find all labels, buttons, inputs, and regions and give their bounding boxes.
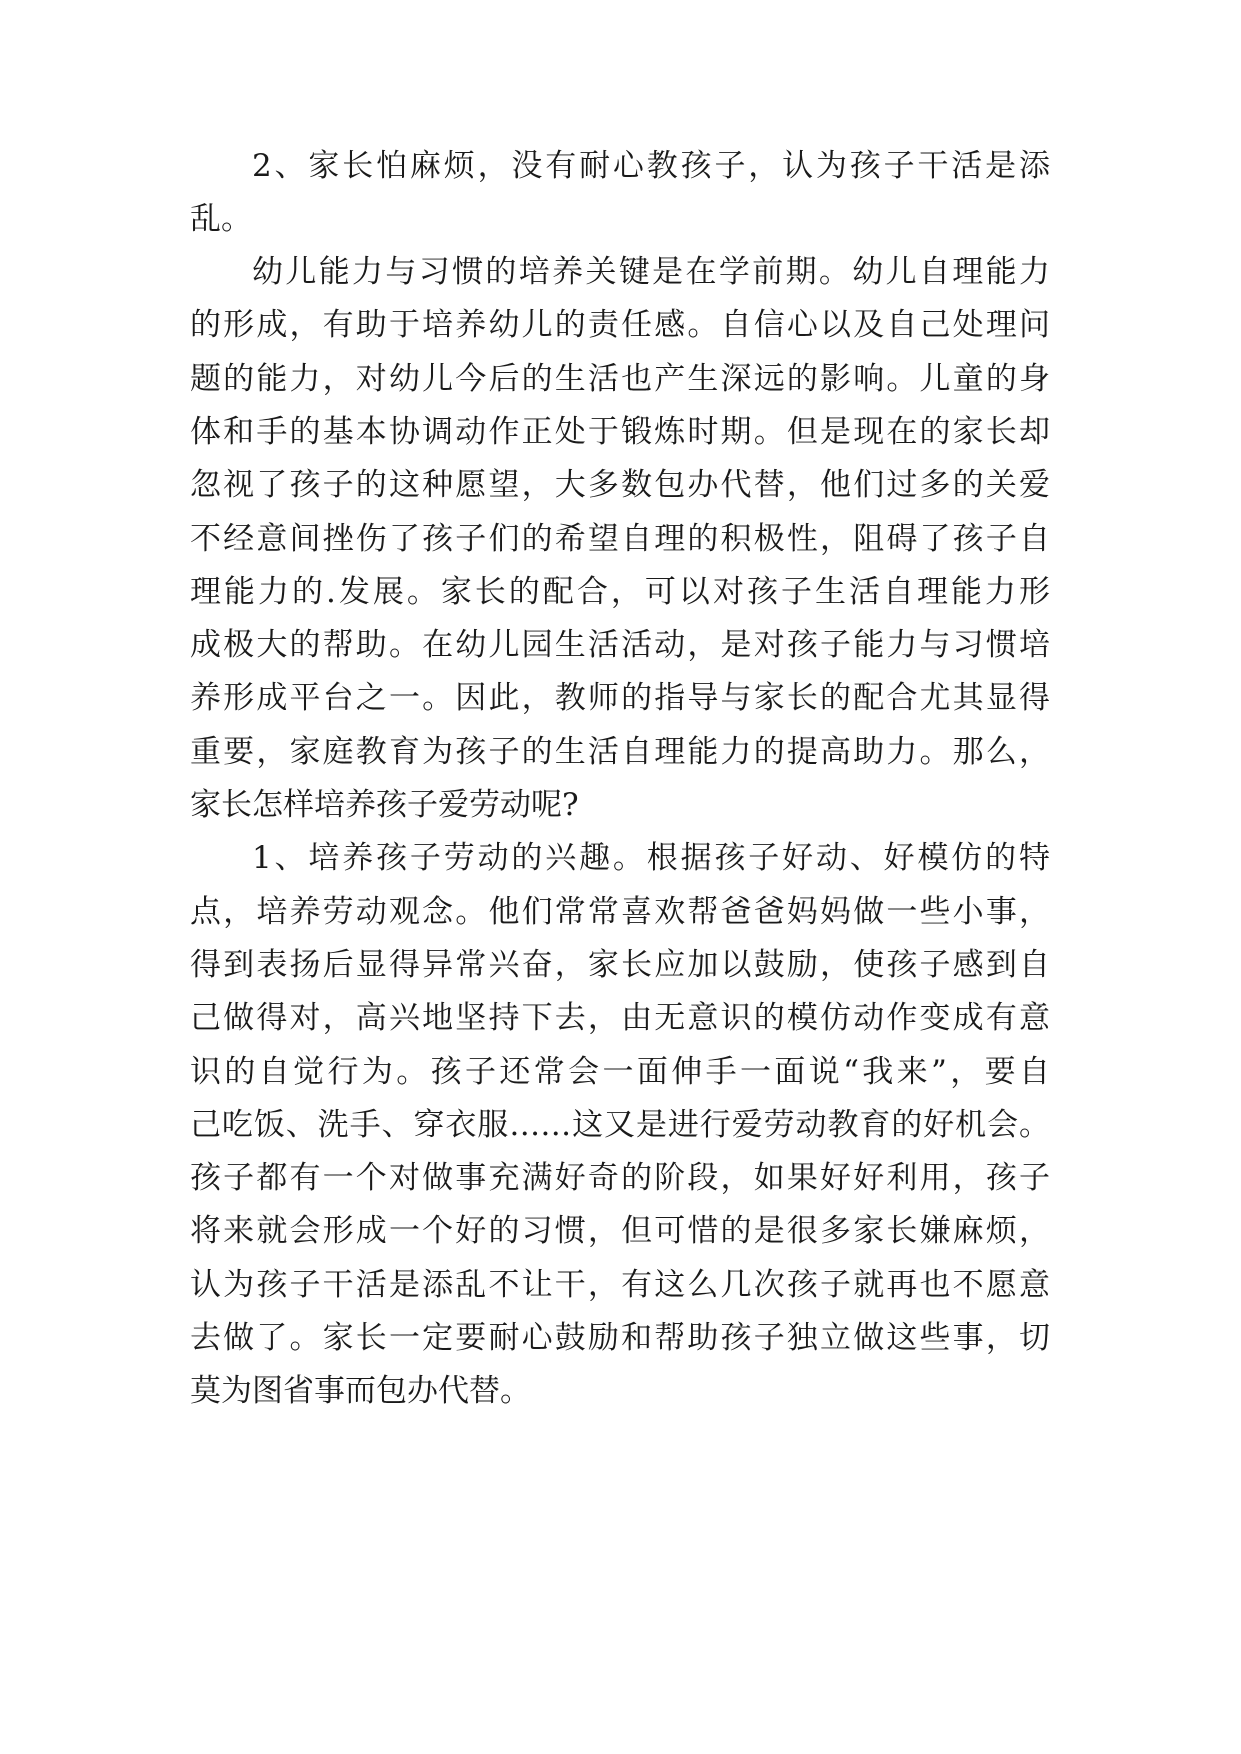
text-line: 识的自觉行为。孩子还常会一面伸手一面说“我来”，要自 bbox=[190, 1054, 1050, 1090]
text-line: 己吃饭、洗手、穿衣服……这又是进行爱劳动教育的好机会。 bbox=[190, 1107, 1050, 1143]
text-line: 题的能力，对幼儿今后的生活也产生深远的影响。儿童的身 bbox=[190, 361, 1050, 397]
text-line: 己做得对，高兴地坚持下去，由无意识的模仿动作变成有意 bbox=[190, 1000, 1050, 1036]
text-line: 重要，家庭教育为孩子的生活自理能力的提高助力。那么， bbox=[190, 734, 1050, 770]
text-line: 认为孩子干活是添乱不让干，有这么几次孩子就再也不愿意 bbox=[190, 1267, 1050, 1303]
text-line: 乱。 bbox=[190, 201, 252, 237]
text-line: 的形成，有助于培养幼儿的责任感。自信心以及自己处理问 bbox=[190, 307, 1050, 343]
text-line: 忽视了孩子的这种愿望，大多数包办代替，他们过多的关爱 bbox=[190, 467, 1050, 503]
text-line: 孩子都有一个对做事充满好奇的阶段，如果好好利用，孩子 bbox=[190, 1160, 1050, 1196]
text-line: 养形成平台之一。因此，教师的指导与家长的配合尤其显得 bbox=[190, 680, 1050, 716]
text-line: 家长怎样培养孩子爱劳动呢? bbox=[190, 787, 579, 823]
text-line: 得到表扬后显得异常兴奋，家长应加以鼓励，使孩子感到自 bbox=[190, 947, 1050, 983]
text-line: 莫为图省事而包办代替。 bbox=[190, 1373, 531, 1409]
text-line: 成极大的帮助。在幼儿园生活活动，是对孩子能力与习惯培 bbox=[190, 627, 1050, 663]
text-line: 1、培养孩子劳动的兴趣。根据孩子好动、好模仿的特 bbox=[252, 840, 1050, 876]
text-line: 幼儿能力与习惯的培养关键是在学前期。幼儿自理能力 bbox=[252, 254, 1050, 290]
text-line: 去做了。家长一定要耐心鼓励和帮助孩子独立做这些事，切 bbox=[190, 1320, 1050, 1356]
text-line: 将来就会形成一个好的习惯，但可惜的是很多家长嫌麻烦， bbox=[190, 1213, 1050, 1249]
text-line: 点，培养劳动观念。他们常常喜欢帮爸爸妈妈做一些小事， bbox=[190, 894, 1050, 930]
text-line: 理能力的.发展。家长的配合，可以对孩子生活自理能力形 bbox=[190, 574, 1050, 610]
text-line: 不经意间挫伤了孩子们的希望自理的积极性，阻碍了孩子自 bbox=[190, 521, 1050, 557]
text-line: 2、家长怕麻烦，没有耐心教孩子，认为孩子干活是添 bbox=[252, 148, 1050, 184]
text-line: 体和手的基本协调动作正处于锻炼时期。但是现在的家长却 bbox=[190, 414, 1050, 450]
